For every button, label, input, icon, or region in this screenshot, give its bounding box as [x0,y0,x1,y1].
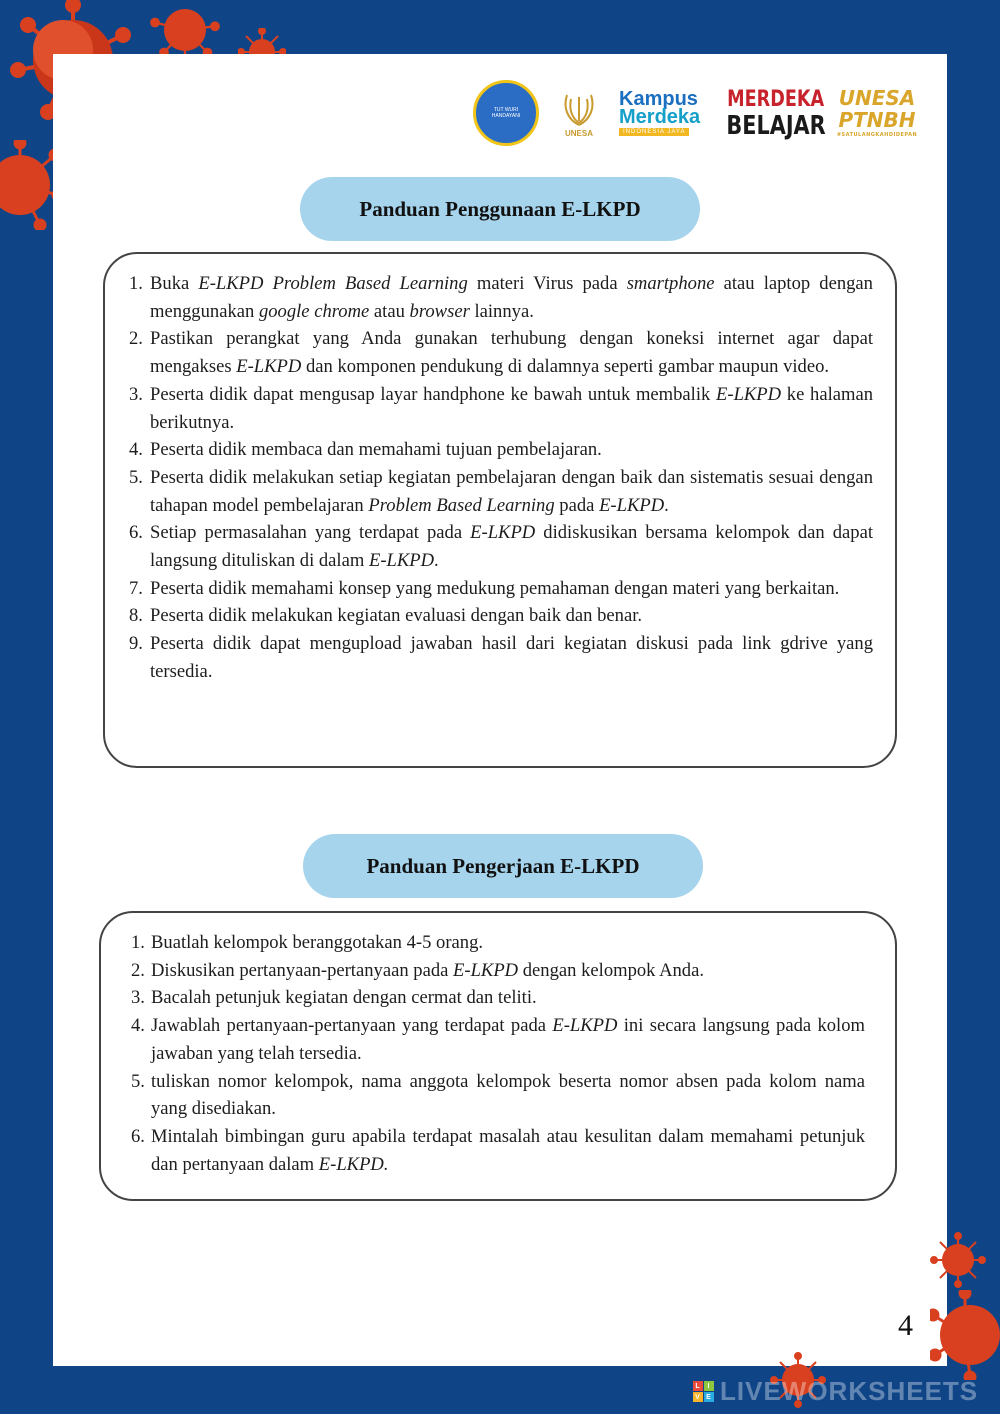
list-item-text: Mintalah bimbingan guru apabila terdapat masalah atau kesulitan dalam memahami petunjuk dan pertanyaan dalam E-LKPD. [151,1125,865,1175]
list-item-text: Buka E-LKPD Problem Based Learning materi Virus pada smartphone atau laptop dengan menggunakan google chrome atau browser lainnya. [150,273,873,322]
penggunaan-item-8 [129,602,873,630]
pengerjaan-guide-box [99,911,897,1201]
section-title-penggunaan: Panduan Penggunaan E-LKPD [300,177,700,241]
penggunaan-item-5 [129,464,873,519]
pengerjaan-item-5 [131,1068,865,1123]
header-logos [473,78,923,148]
list-item-number: 5. [129,466,143,488]
list-item-number: 2. [129,328,143,350]
wm-letter-e: E [704,1392,714,1402]
ptnbh-line2: PTNBH [838,108,916,132]
list-item-text: Peserta didik melakukan setiap kegiatan pembelajaran dengan baik dan sistematis sesuai dengan tahapan model pembelajaran Problem Based Learning pada E-LKPD. [150,466,873,516]
list-item-number: 8. [129,605,143,627]
pengerjaan-list [131,929,865,1178]
list-item-text: Peserta didik dapat mengusap layar handphone ke bawah untuk membalik E-LKPD ke halaman berikutnya. [150,383,874,433]
list-item-number: 1. [129,273,143,294]
list-item-number: 3. [131,987,145,1009]
list-item-number: 2. [131,959,145,981]
list-item-text: Jawablah pertanyaan-pertanyaan yang terdapat pada E-LKPD ini secara langsung pada kolom jawaban yang telah tersedia. [151,1015,865,1064]
ptnbh-tagline: #SATULANGKAHDIDEPAN [836,132,918,138]
virus-decoration-bottom-right [930,1232,986,1288]
list-item-text: Peserta didik membaca dan memahami tujuan pembelajaran. [150,439,602,461]
wm-letter-i: I [704,1381,714,1391]
kampus-merdeka-line1: Kampus [619,88,698,110]
penggunaan-item-4 [129,436,873,464]
penggunaan-item-9 [129,630,873,685]
list-item-text: Diskusikan pertanyaan-pertanyaan pada E-LKPD dengan kelompok Anda. [151,959,705,981]
penggunaan-item-1 [129,270,873,325]
penggunaan-item-7 [129,575,873,603]
list-item-number: 4. [129,439,143,461]
merdeka-belajar-line2: BELAJAR [726,111,826,141]
list-item-text: Setiap permasalahan yang terdapat pada E-LKPD didiskusikan bersama kelompok dan dapat langsung dituliskan di dalam E-LKPD. [150,522,873,572]
kemdikbud-logo-text: TUT WURI HANDAYANI [491,107,521,119]
list-item-number: 3. [129,383,143,405]
liveworksheets-watermark [693,1376,978,1407]
list-item-number: 7. [129,577,143,599]
list-item-number: 4. [131,1015,145,1037]
penggunaan-guide-box [103,252,897,768]
kampus-merdeka-tagline: INDONESIA JAYA [619,128,689,136]
section-title-pengerjaan: Panduan Pengerjaan E-LKPD [303,834,703,898]
pengerjaan-item-2 [131,957,865,985]
list-item-text: Pastikan perangkat yang Anda gunakan terhubung dengan koneksi internet agar dapat mengakses E-LKPD dan komponen pendukung di dalamnya seperti gambar maupun video. [150,328,873,378]
ptnbh-line1: UNESA [838,86,916,110]
liveworksheets-logo-icon [693,1381,714,1402]
penggunaan-item-2 [129,325,873,380]
worksheet-page [53,54,947,1366]
list-item-text: Buatlah kelompok beranggotakan 4-5 orang. [151,932,484,953]
unesa-emblem-icon [559,89,599,129]
virus-decoration-top [140,0,230,60]
unesa-ptnbh-logo [833,83,921,143]
list-item-number: 1. [131,932,145,953]
list-item-text: Peserta didik dapat mengupload jawaban hasil dari kegiatan diskusi pada link gdrive yang tersedia. [150,633,873,682]
list-item-text: Bacalah petunjuk kegiatan dengan cermat dan teliti. [151,987,537,1009]
list-item-text: tuliskan nomor kelompok, nama anggota kelompok beserta nomor absen pada kolom nama yang disediakan. [151,1070,865,1120]
pengerjaan-item-4 [131,1012,865,1067]
kemdikbud-logo [473,80,539,146]
pengerjaan-item-6 [131,1123,865,1178]
pengerjaan-item-1 [131,929,865,957]
list-item-text: Peserta didik melakukan kegiatan evaluasi dengan baik dan benar. [150,605,643,627]
penggunaan-item-6 [129,519,873,574]
wm-letter-l: L [693,1381,703,1391]
watermark-text: LIVEWORKSHEETS [720,1376,979,1406]
unesa-logo-text: UNESA [564,128,593,138]
list-item-text: Peserta didik memahami konsep yang medukung pemahaman dengan materi yang berkaitan. [150,577,840,599]
merdeka-belajar-line1: MERDEKA [727,87,825,112]
page-number: 4 [898,1309,913,1342]
kampus-merdeka-line2: Merdeka [619,106,701,128]
virus-decoration-left [0,140,60,230]
list-item-number: 9. [129,633,143,655]
list-item-number: 6. [129,522,143,544]
virus-decoration-bottom-right-large [930,1290,1000,1380]
pengerjaan-item-3 [131,984,865,1012]
list-item-number: 6. [131,1125,145,1147]
list-item-number: 5. [131,1070,145,1092]
merdeka-belajar-logo [726,83,826,143]
penggunaan-list [129,270,873,686]
wm-letter-v: V [693,1392,703,1402]
unesa-logo [551,83,607,143]
kampus-merdeka-logo [619,83,719,143]
penggunaan-item-3 [129,381,873,436]
